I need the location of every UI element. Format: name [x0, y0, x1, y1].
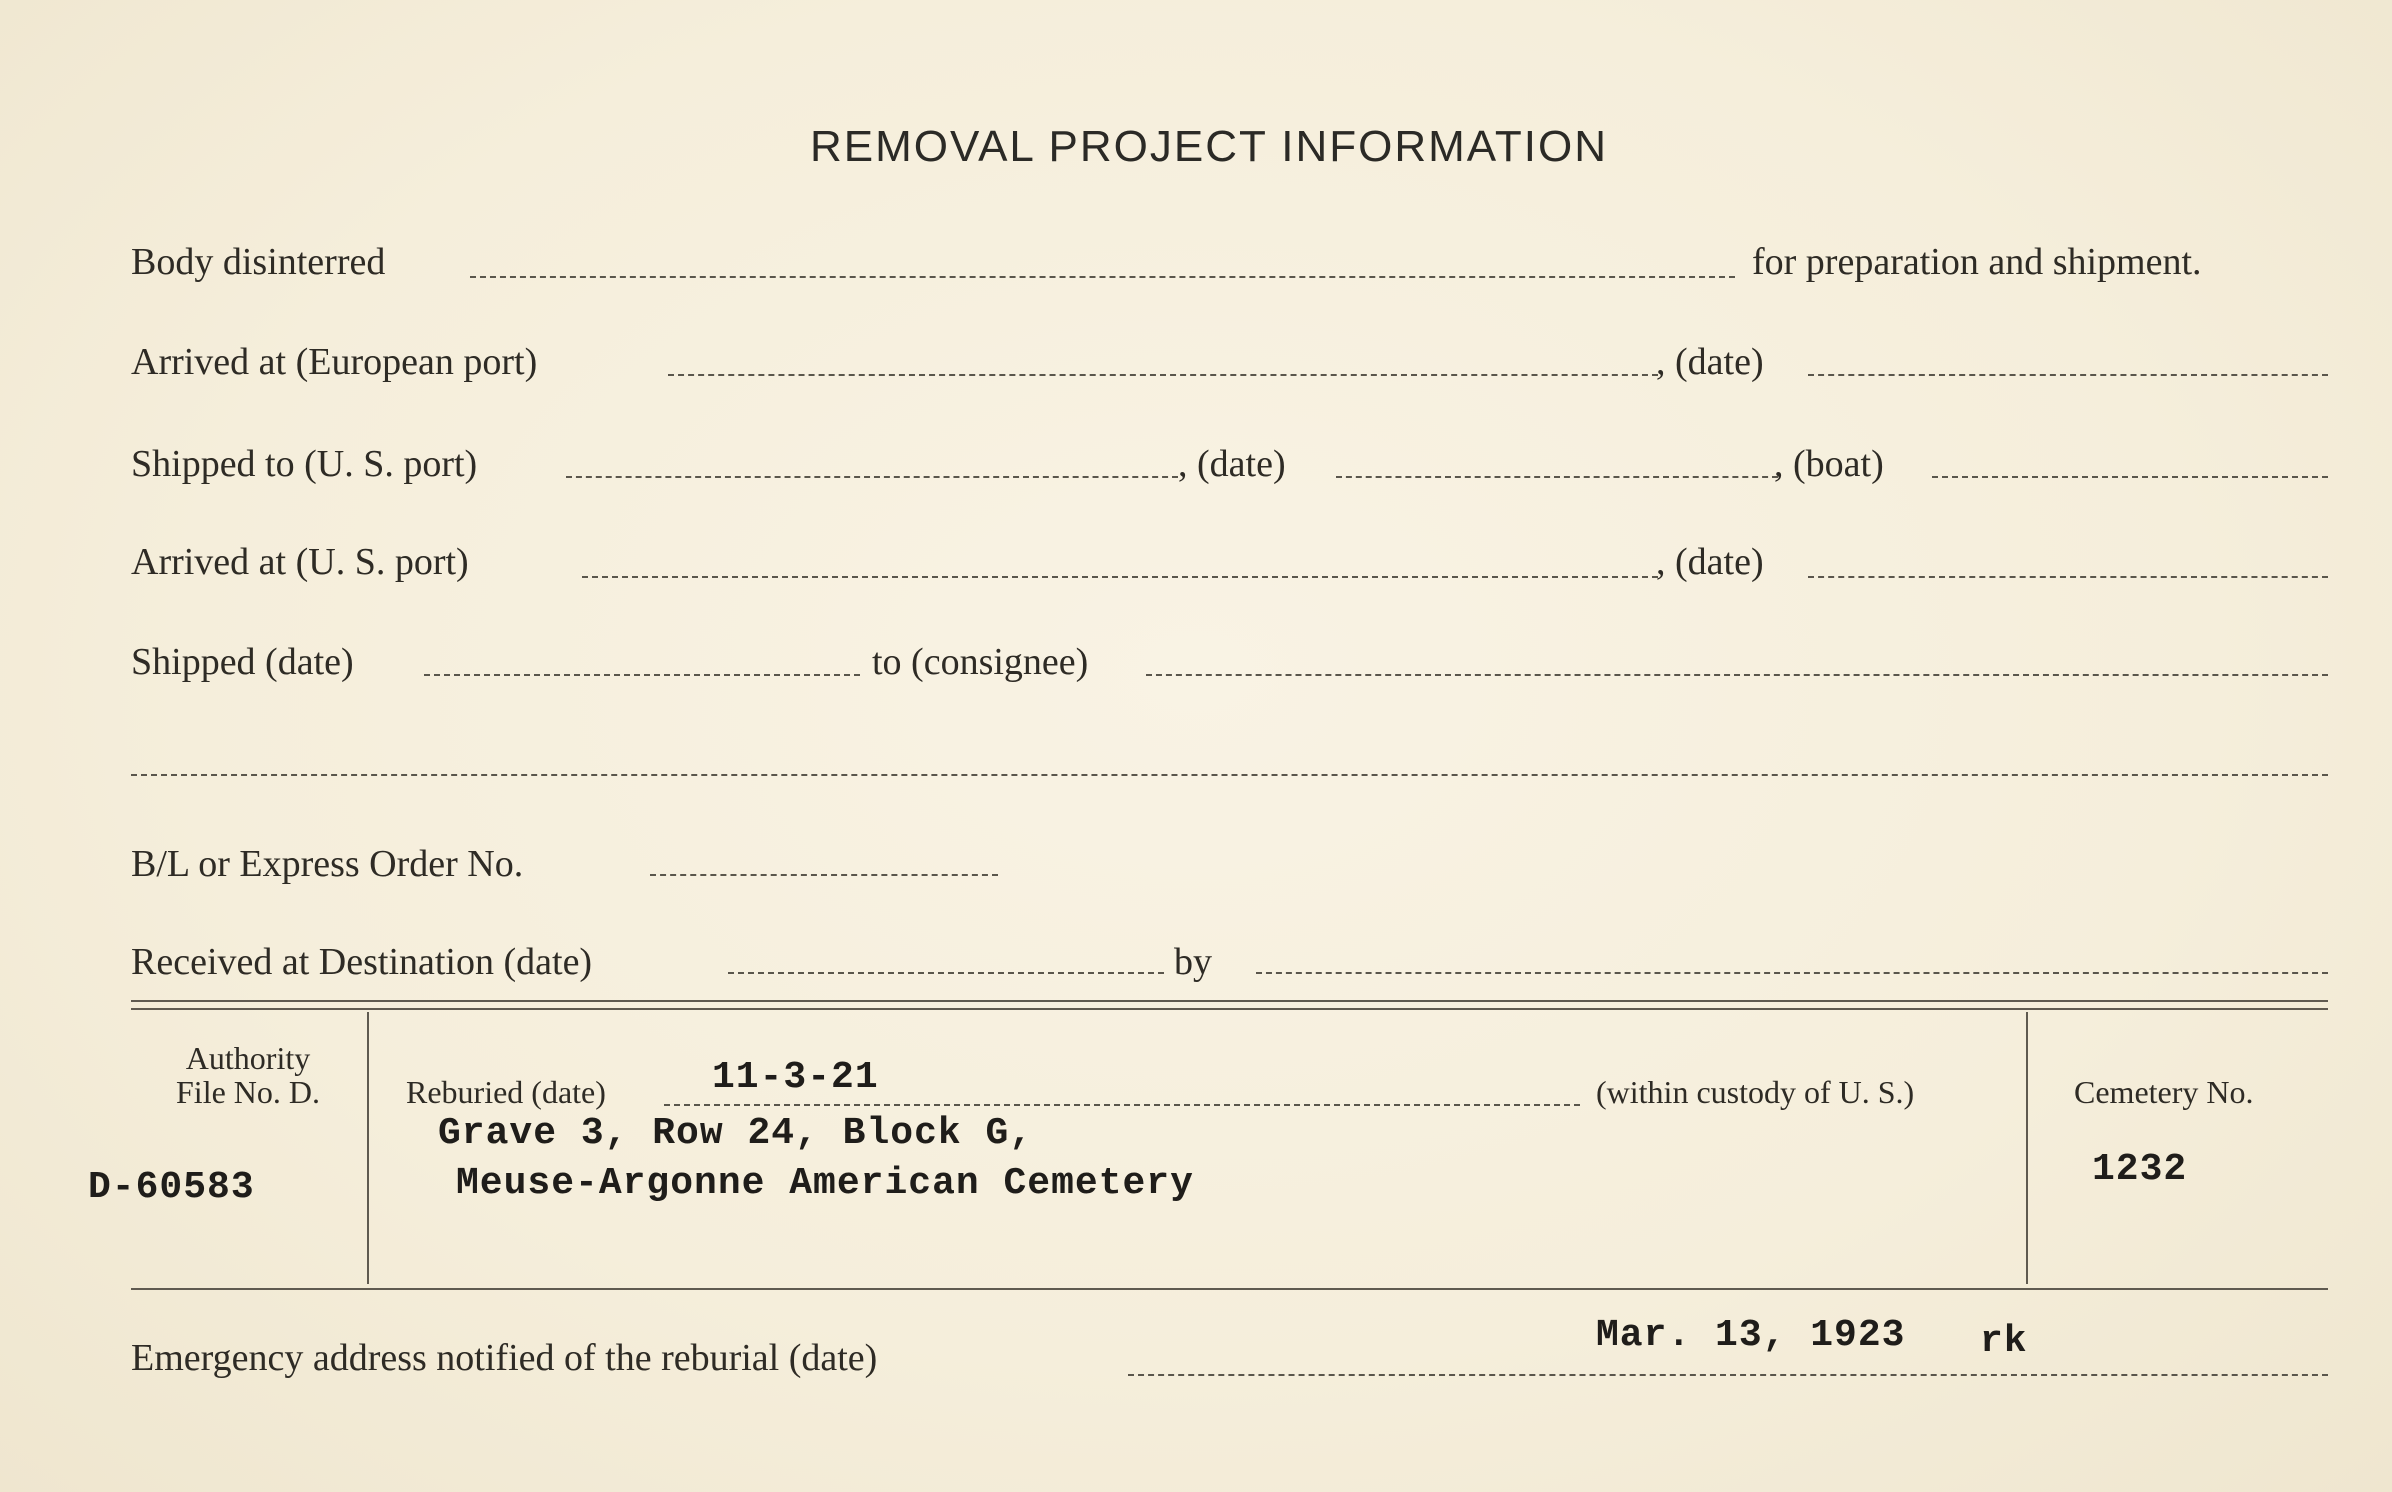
- arrived-us-port-line: [582, 576, 1658, 578]
- body-disinterred-line: [470, 276, 1735, 278]
- body-disinterred-suffix: for preparation and shipment.: [1752, 241, 2202, 283]
- cemetery-number: 1232: [2092, 1148, 2188, 1191]
- authority-file-number: D-60583: [88, 1166, 255, 1209]
- emergency-initials: rk: [1980, 1320, 2028, 1363]
- reburied-label: Reburied (date): [406, 1074, 606, 1110]
- reburied-date-line: [664, 1104, 1580, 1106]
- reburied-location-line1: Grave 3, Row 24, Block G,: [438, 1112, 1034, 1155]
- shipped-us-boat-line: [1932, 476, 2328, 478]
- emergency-date-line: [1128, 1374, 2328, 1376]
- arrived-european-label: Arrived at (European port): [131, 341, 538, 383]
- bl-order-line: [650, 874, 998, 876]
- arrived-us-label: Arrived at (U. S. port): [131, 541, 469, 583]
- received-by-label: by: [1174, 941, 1212, 983]
- card-title: REMOVAL PROJECT INFORMATION: [810, 122, 1608, 171]
- reburied-custody: (within custody of U. S.): [1596, 1074, 1915, 1110]
- box-divider-right: [2026, 1012, 2028, 1284]
- shipped-us-label: Shipped to (U. S. port): [131, 443, 478, 485]
- reburied-date: 11-3-21: [712, 1056, 879, 1099]
- shipped-us-boat-label: , (boat): [1774, 443, 1884, 485]
- cemetery-label: Cemetery No.: [2074, 1074, 2254, 1110]
- reburied-location-line2: Meuse-Argonne American Cemetery: [456, 1162, 1194, 1205]
- arrived-us-date-label: , (date): [1656, 541, 1764, 583]
- box-top-rule: [131, 1000, 2328, 1002]
- authority-label-line2: File No. D.: [176, 1074, 320, 1110]
- shipped-us-port-line: [566, 476, 1178, 478]
- body-disinterred-label: Body disinterred: [131, 241, 386, 283]
- consignee-label: to (consignee): [872, 641, 1089, 683]
- emergency-label: Emergency address notified of the reburial (date): [131, 1337, 878, 1379]
- box-bottom-rule: [131, 1288, 2328, 1290]
- arrived-us-date-line: [1808, 576, 2328, 578]
- arrived-european-port-line: [668, 374, 1658, 376]
- shipped-date-label: Shipped (date): [131, 641, 354, 683]
- shipped-us-date-label: , (date): [1178, 443, 1286, 485]
- received-date-line: [728, 972, 1164, 974]
- shipped-date-line: [424, 674, 860, 676]
- shipped-us-date-line: [1336, 476, 1778, 478]
- box-divider-left: [367, 1012, 369, 1284]
- box-top-rule-inner: [131, 1008, 2328, 1010]
- received-label: Received at Destination (date): [131, 941, 593, 983]
- consignee-line: [1146, 674, 2328, 676]
- bl-order-label: B/L or Express Order No.: [131, 843, 524, 885]
- emergency-date-value: Mar. 13, 1923: [1596, 1314, 1906, 1357]
- arrived-european-date-label: , (date): [1656, 341, 1764, 383]
- received-by-line: [1256, 972, 2328, 974]
- arrived-european-date-line: [1808, 374, 2328, 376]
- authority-label-line1: Authority: [185, 1040, 311, 1076]
- consignee-continuation-line: [131, 774, 2328, 776]
